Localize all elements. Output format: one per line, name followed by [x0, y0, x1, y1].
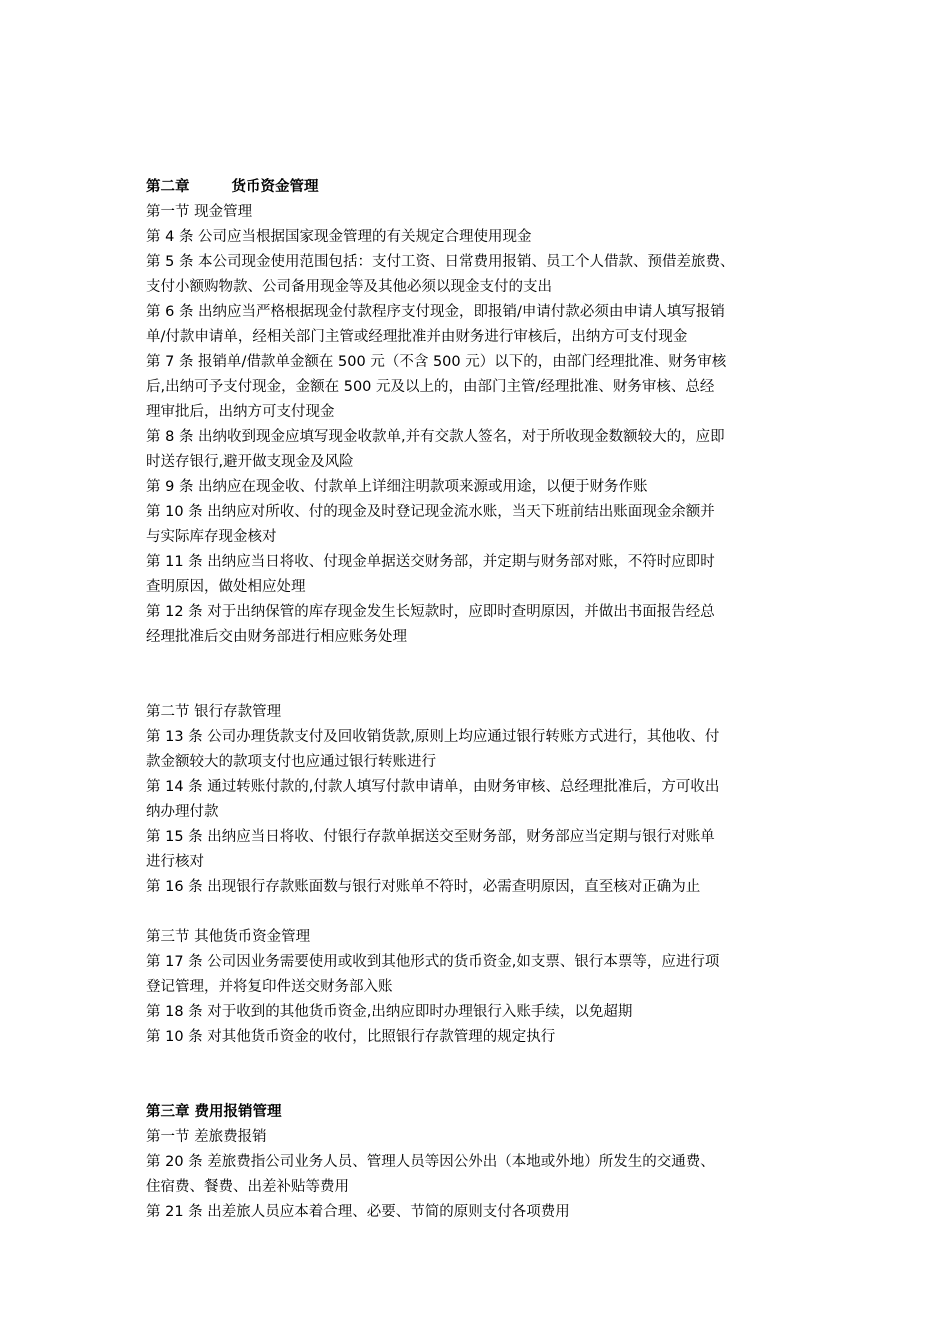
text-line: 支付小额购物款、公司备用现金等及其他必须以现金支付的支出 [146, 279, 552, 295]
text-line: 第 8 条 出纳收到现金应填写现金收款单,并有交款人签名，对于所收现金数额较大的，应即 [146, 429, 725, 445]
text-line: 与实际库存现金核对 [146, 529, 277, 545]
section-bank-body [146, 725, 822, 900]
text-line: 第 6 条 出纳应当严格根据现金付款程序支付现金，即报销/申请付款必须由申请人填写报销 [146, 304, 725, 320]
section-cash-title: 第一节 现金管理 [146, 204, 253, 220]
text-line: 第 5 条 本公司现金使用范围包括：支付工资、日常费用报销、员工个人借款、预借差旅费、 [146, 254, 735, 270]
text-line: 第 20 条 差旅费指公司业务人员、管理人员等因公外出（本地或外地）所发生的交通费、 [146, 1154, 715, 1170]
section-other-funds-body [146, 950, 822, 1050]
text-line: 款金额较大的款项支付也应通过银行转账进行 [146, 754, 436, 770]
text-line: 第 18 条 对于收到的其他货币资金,出纳应即时办理银行入账手续，以免超期 [146, 1004, 633, 1020]
text-line: 查明原因，做处相应处理 [146, 579, 306, 595]
text-line: 第 21 条 出差旅人员应本着合理、必要、节简的原则支付各项费用 [146, 1204, 570, 1220]
section-bank-title: 第二节 银行存款管理 [146, 704, 282, 720]
text-line: 第 10 条 出纳应对所收、付的现金及时登记现金流水账，当天下班前结出账面现金余额并 [146, 504, 715, 520]
text-line: 第 13 条 公司办理货款支付及回收销货款,原则上均应通过银行转账方式进行，其他收、付 [146, 729, 720, 745]
text-line: 第 4 条 公司应当根据国家现金管理的有关规定合理使用现金 [146, 229, 532, 245]
chapter-3-heading: 第三章 费用报销管理 [146, 1104, 282, 1120]
text-line: 纳办理付款 [146, 804, 219, 820]
text-line: 理审批后，出纳方可支付现金 [146, 404, 335, 420]
text-line: 经理批准后交由财务部进行相应账务处理 [146, 629, 407, 645]
document-body [146, 175, 822, 1225]
text-line: 第 10 条 对其他货币资金的收付，比照银行存款管理的规定执行 [146, 1029, 556, 1045]
text-line: 时送存银行,避开做支现金及风险 [146, 454, 354, 470]
text-line: 进行核对 [146, 854, 204, 870]
section-travel-body [146, 1150, 822, 1225]
text-line: 第 7 条 报销单/借款单金额在 500 元（不含 500 元）以下的，由部门经理批准、财务审核 [146, 354, 727, 370]
text-line: 第 12 条 对于出纳保管的库存现金发生长短款时，应即时查明原因，并做出书面报告经总 [146, 604, 715, 620]
text-line: 单/付款申请单，经相关部门主管或经理批准并由财务进行审核后，出纳方可支付现金 [146, 329, 688, 345]
chapter-2-title: 货币资金管理 [231, 179, 319, 195]
section-cash-body [146, 225, 822, 650]
text-line: 第 16 条 出现银行存款账面数与银行对账单不符时，必需查明原因，直至核对正确为止 [146, 879, 701, 895]
text-line: 第 15 条 出纳应当日将收、付银行存款单据送交至财务部，财务部应当定期与银行对账单 [146, 829, 715, 845]
text-line: 第 17 条 公司因业务需要使用或收到其他形式的货币资金,如支票、银行本票等，应进行项 [146, 954, 720, 970]
text-line: 第 9 条 出纳应在现金收、付款单上详细注明款项来源或用途，以便于财务作账 [146, 479, 648, 495]
text-line: 登记管理，并将复印件送交财务部入账 [146, 979, 393, 995]
text-line: 后,出纳可予支付现金，金额在 500 元及以上的，由部门主管/经理批准、财务审核、总经 [146, 379, 715, 395]
section-travel-title: 第一节 差旅费报销 [146, 1129, 267, 1145]
text-line: 第 11 条 出纳应当日将收、付现金单据送交财务部，并定期与财务部对账，不符时应即时 [146, 554, 715, 570]
chapter-2-heading [146, 175, 822, 200]
section-other-funds-title: 第三节 其他货币资金管理 [146, 929, 311, 945]
text-line: 第 14 条 通过转账付款的,付款人填写付款申请单，由财务审核、总经理批准后，方可收出 [146, 779, 720, 795]
chapter-2-label: 第二章 [146, 179, 190, 195]
text-line: 住宿费、餐费、出差补贴等费用 [146, 1179, 349, 1195]
